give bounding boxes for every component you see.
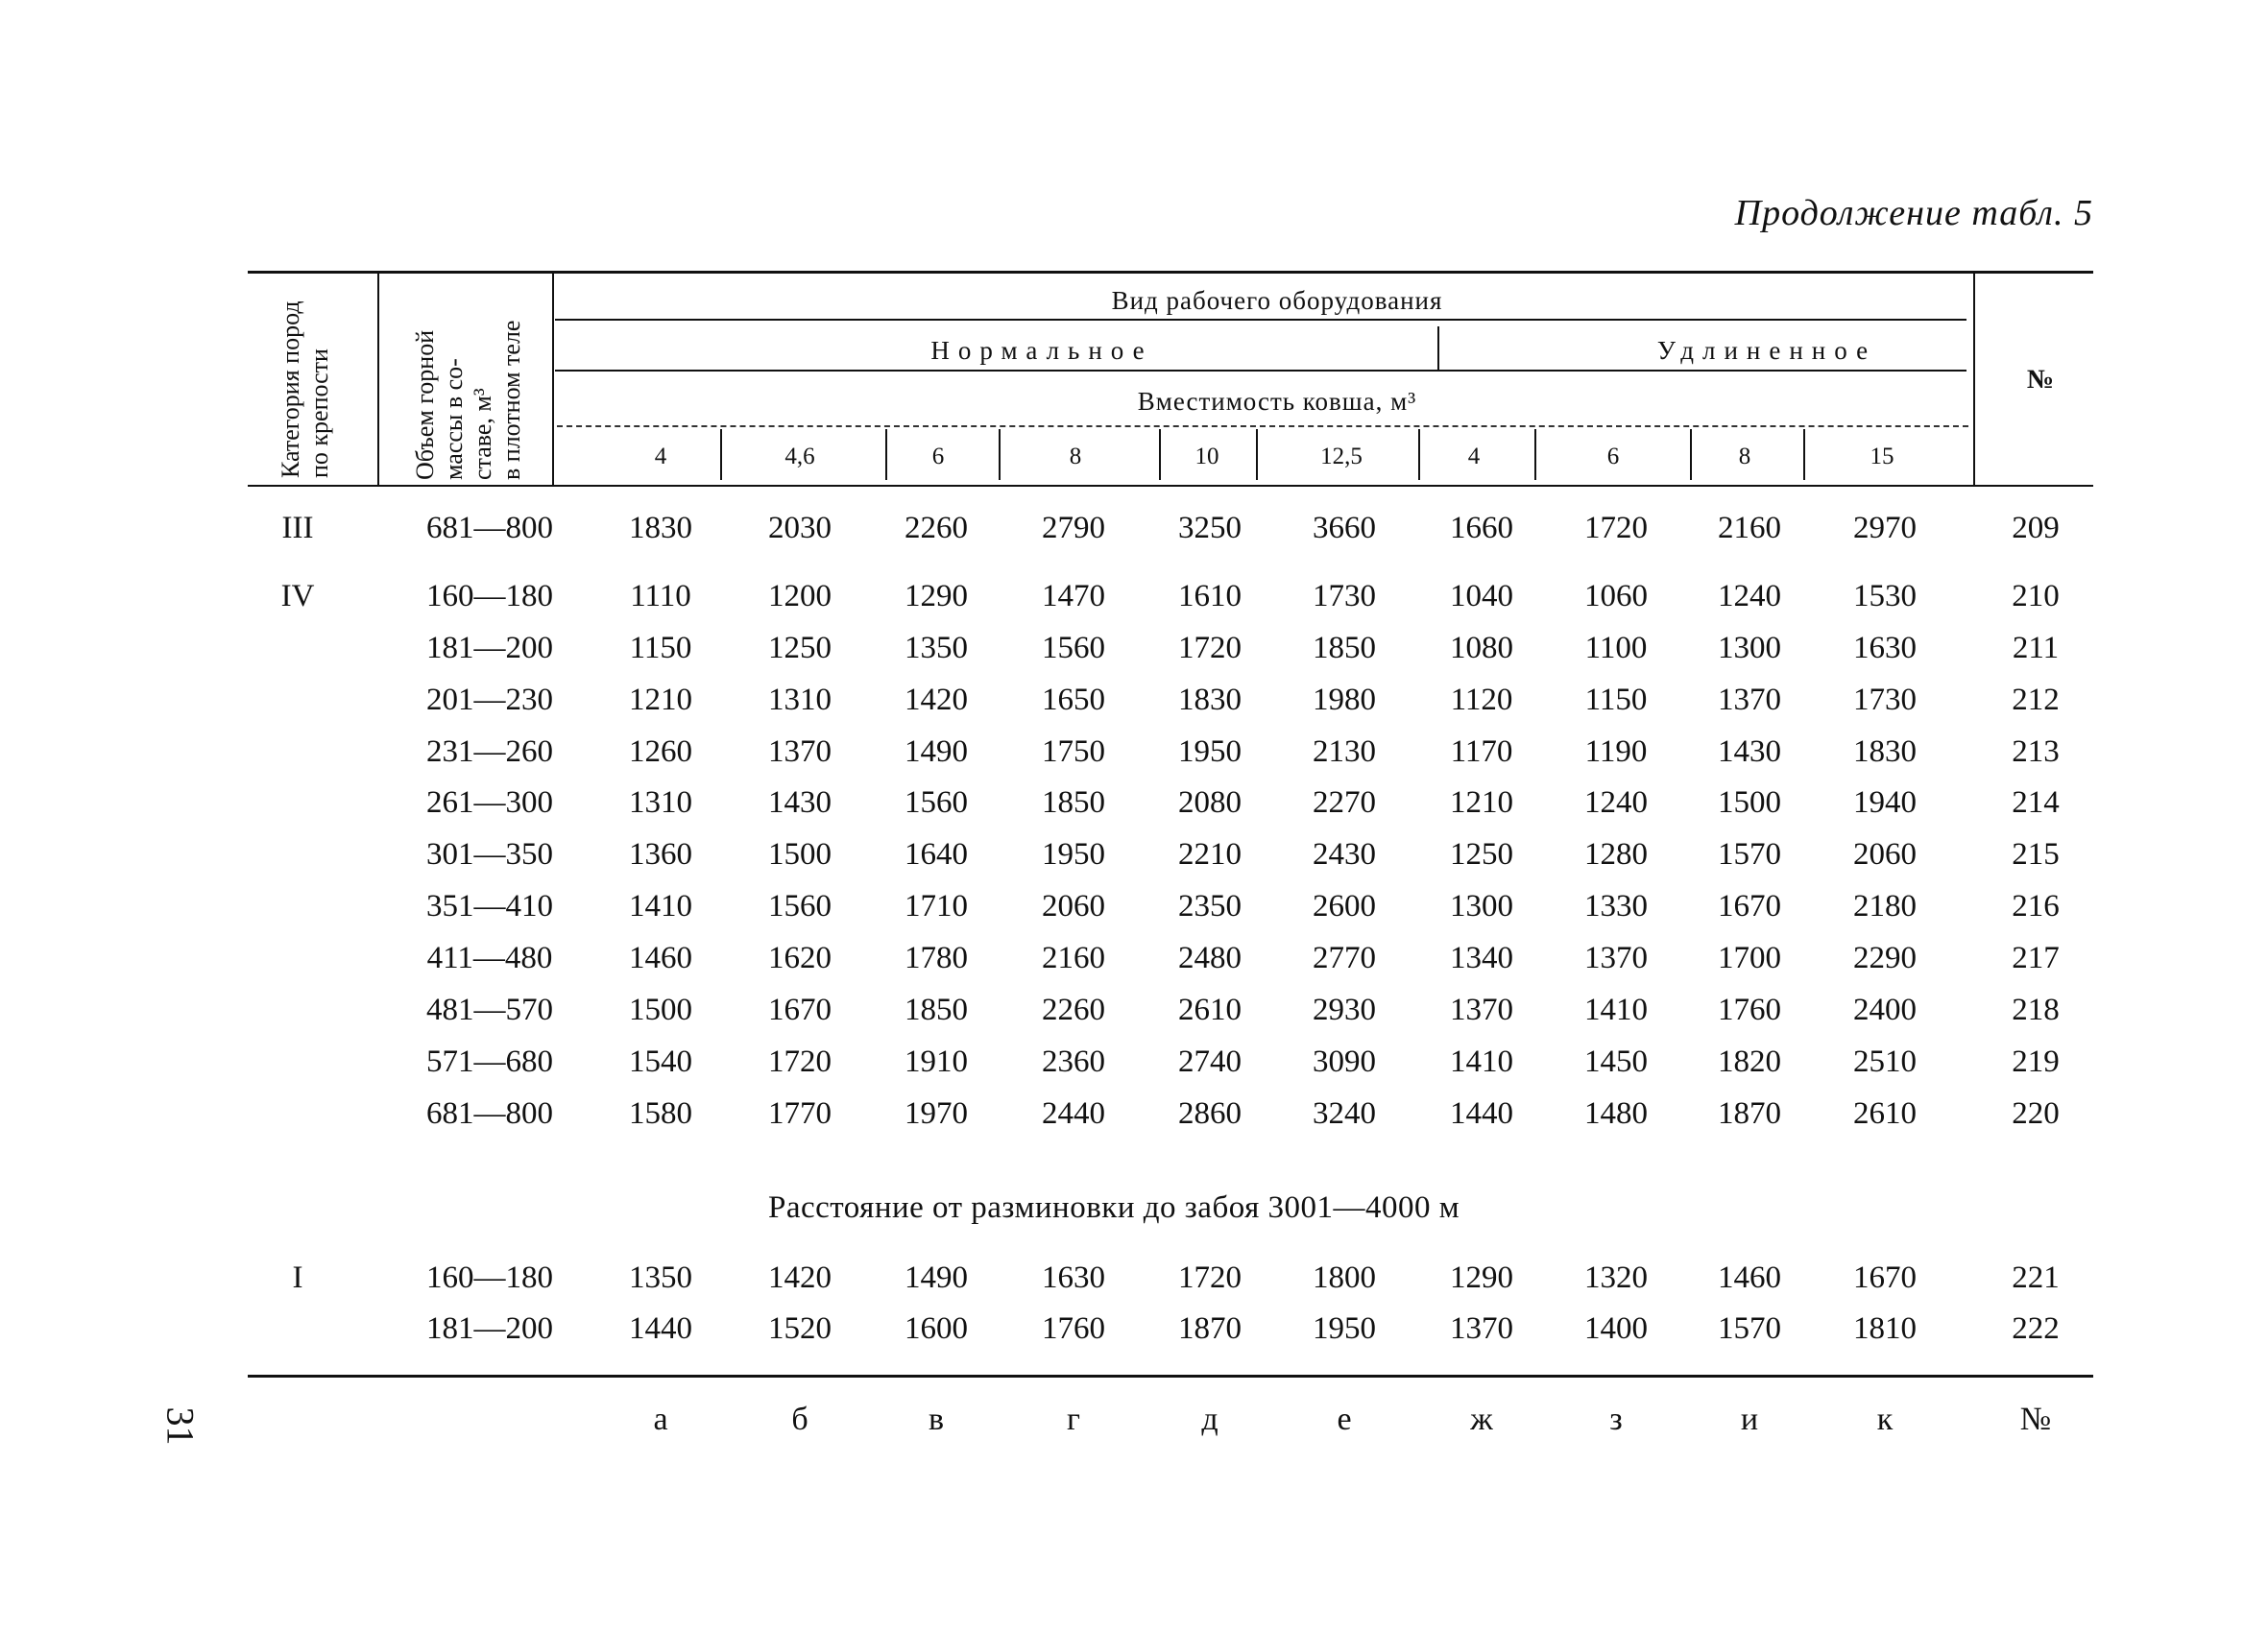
capacity-divider bbox=[1418, 429, 1420, 480]
value-cell: 3240 bbox=[1313, 1096, 1376, 1131]
header-divider bbox=[552, 271, 554, 485]
table-row bbox=[0, 734, 2268, 782]
value-cell: 1700 bbox=[1718, 941, 1781, 975]
volume-cell: 351—410 bbox=[426, 889, 553, 924]
value-cell: 1850 bbox=[1042, 785, 1105, 820]
page-number: 31 bbox=[158, 1406, 203, 1446]
column-letter: г bbox=[1067, 1402, 1080, 1437]
value-cell: 1460 bbox=[1718, 1260, 1781, 1295]
value-cell: 1730 bbox=[1313, 579, 1376, 613]
value-cell: 1660 bbox=[1450, 511, 1513, 545]
value-cell: 2160 bbox=[1718, 511, 1781, 545]
value-cell: 1670 bbox=[768, 993, 832, 1027]
table-row bbox=[0, 941, 2268, 989]
header-divider bbox=[377, 271, 379, 485]
value-cell: 2060 bbox=[1042, 889, 1105, 924]
value-cell: 1300 bbox=[1718, 631, 1781, 665]
header-dashed-rule bbox=[557, 425, 1968, 427]
table-row bbox=[0, 785, 2268, 833]
value-cell: 2930 bbox=[1313, 993, 1376, 1027]
value-cell: 1150 bbox=[1584, 683, 1648, 717]
value-cell: 1940 bbox=[1853, 785, 1917, 820]
value-cell: 1430 bbox=[768, 785, 832, 820]
value-cell: 1440 bbox=[1450, 1096, 1513, 1131]
value-cell: 1410 bbox=[629, 889, 692, 924]
value-cell: 1500 bbox=[629, 993, 692, 1027]
value-cell: 1560 bbox=[1042, 631, 1105, 665]
header-subrule bbox=[555, 319, 1966, 321]
value-cell: 1100 bbox=[1584, 631, 1648, 665]
equipment-type-heading: Вид рабочего оборудования bbox=[1111, 286, 1443, 315]
value-cell: 2290 bbox=[1853, 941, 1917, 975]
category-column-heading: Категория пород по крепости bbox=[277, 300, 333, 478]
table-row bbox=[0, 837, 2268, 885]
table-row bbox=[0, 993, 2268, 1041]
value-cell: 2160 bbox=[1042, 941, 1105, 975]
capacity-heading: 4 bbox=[654, 444, 667, 469]
value-cell: 1350 bbox=[629, 1260, 692, 1295]
value-cell: 1370 bbox=[768, 734, 832, 769]
value-cell: 1340 bbox=[1450, 941, 1513, 975]
table-row bbox=[0, 1311, 2268, 1359]
column-letter: № bbox=[2019, 1402, 2052, 1437]
section-title: Расстояние от разминовки до забоя 3001—4000 м bbox=[768, 1190, 1460, 1225]
column-letter: з bbox=[1609, 1402, 1623, 1437]
capacity-heading: 12,5 bbox=[1320, 444, 1363, 469]
value-cell: 1120 bbox=[1450, 683, 1513, 717]
value-cell: 2610 bbox=[1178, 993, 1242, 1027]
capacity-heading: 8 bbox=[1738, 444, 1751, 469]
value-cell: 1450 bbox=[1584, 1044, 1648, 1079]
volume-cell: 201—230 bbox=[426, 683, 553, 717]
number-column-heading: № bbox=[2026, 365, 2055, 395]
value-cell: 2430 bbox=[1313, 837, 1376, 872]
volume-cell: 231—260 bbox=[426, 734, 553, 769]
value-cell: 1830 bbox=[1853, 734, 1917, 769]
category-cell: III bbox=[281, 511, 314, 545]
volume-cell: 681—800 bbox=[426, 1096, 553, 1131]
volume-cell: 160—180 bbox=[426, 1260, 553, 1295]
capacity-heading: 8 bbox=[1069, 444, 1082, 469]
value-cell: 1980 bbox=[1313, 683, 1376, 717]
header-divider bbox=[1973, 271, 1975, 485]
value-cell: 1190 bbox=[1584, 734, 1648, 769]
value-cell: 2440 bbox=[1042, 1096, 1105, 1131]
value-cell: 1610 bbox=[1178, 579, 1242, 613]
value-cell: 1080 bbox=[1450, 631, 1513, 665]
value-cell: 1370 bbox=[1584, 941, 1648, 975]
value-cell: 2350 bbox=[1178, 889, 1242, 924]
column-letter: а bbox=[653, 1402, 668, 1437]
value-cell: 1770 bbox=[768, 1096, 832, 1131]
row-number-cell: 214 bbox=[2012, 785, 2060, 820]
value-cell: 1060 bbox=[1584, 579, 1648, 613]
value-cell: 2260 bbox=[1042, 993, 1105, 1027]
volume-cell: 481—570 bbox=[426, 993, 553, 1027]
capacity-heading: 4 bbox=[1467, 444, 1481, 469]
value-cell: 1240 bbox=[1584, 785, 1648, 820]
value-cell: 1210 bbox=[1450, 785, 1513, 820]
row-number-cell: 221 bbox=[2012, 1260, 2060, 1295]
capacity-divider bbox=[1159, 429, 1161, 480]
value-cell: 1950 bbox=[1042, 837, 1105, 872]
value-cell: 1310 bbox=[629, 785, 692, 820]
volume-cell: 181—200 bbox=[426, 631, 553, 665]
volume-cell: 571—680 bbox=[426, 1044, 553, 1079]
value-cell: 1200 bbox=[768, 579, 832, 613]
capacity-heading: 4,6 bbox=[784, 444, 815, 469]
value-cell: 2180 bbox=[1853, 889, 1917, 924]
value-cell: 1150 bbox=[629, 631, 692, 665]
value-cell: 1830 bbox=[1178, 683, 1242, 717]
value-cell: 1800 bbox=[1313, 1260, 1376, 1295]
row-number-cell: 213 bbox=[2012, 734, 2060, 769]
table-top-rule bbox=[248, 271, 2093, 274]
value-cell: 1650 bbox=[1042, 683, 1105, 717]
value-cell: 3660 bbox=[1313, 511, 1376, 545]
value-cell: 1810 bbox=[1853, 1311, 1917, 1346]
table-row bbox=[0, 1044, 2268, 1092]
value-cell: 2480 bbox=[1178, 941, 1242, 975]
header-divider bbox=[1437, 326, 1439, 370]
capacity-divider bbox=[885, 429, 887, 480]
value-cell: 1670 bbox=[1718, 889, 1781, 924]
value-cell: 1420 bbox=[905, 683, 968, 717]
volume-column-heading: Объем горной массы в со- ставе, м³ в плотном теле bbox=[411, 320, 525, 480]
value-cell: 1260 bbox=[629, 734, 692, 769]
value-cell: 2740 bbox=[1178, 1044, 1242, 1079]
value-cell: 1360 bbox=[629, 837, 692, 872]
table-row bbox=[0, 1260, 2268, 1308]
value-cell: 2860 bbox=[1178, 1096, 1242, 1131]
value-cell: 1570 bbox=[1718, 837, 1781, 872]
value-cell: 1540 bbox=[629, 1044, 692, 1079]
value-cell: 1760 bbox=[1042, 1311, 1105, 1346]
volume-cell: 301—350 bbox=[426, 837, 553, 872]
row-number-cell: 216 bbox=[2012, 889, 2060, 924]
value-cell: 1720 bbox=[768, 1044, 832, 1079]
value-cell: 1370 bbox=[1450, 993, 1513, 1027]
capacity-divider bbox=[1690, 429, 1692, 480]
value-cell: 1420 bbox=[768, 1260, 832, 1295]
value-cell: 2770 bbox=[1313, 941, 1376, 975]
value-cell: 2080 bbox=[1178, 785, 1242, 820]
category-cell: IV bbox=[280, 579, 315, 613]
column-letter: и bbox=[1740, 1402, 1759, 1437]
value-cell: 1370 bbox=[1718, 683, 1781, 717]
value-cell: 2510 bbox=[1853, 1044, 1917, 1079]
value-cell: 1430 bbox=[1718, 734, 1781, 769]
value-cell: 1250 bbox=[768, 631, 832, 665]
table-row bbox=[0, 631, 2268, 679]
value-cell: 1320 bbox=[1584, 1260, 1648, 1295]
row-number-cell: 209 bbox=[2012, 511, 2060, 545]
value-cell: 2130 bbox=[1313, 734, 1376, 769]
value-cell: 1870 bbox=[1718, 1096, 1781, 1131]
capacity-heading: 6 bbox=[1606, 444, 1620, 469]
value-cell: 1870 bbox=[1178, 1311, 1242, 1346]
value-cell: 1640 bbox=[905, 837, 968, 872]
value-cell: 1630 bbox=[1853, 631, 1917, 665]
extended-heading: Удлиненное bbox=[1656, 336, 1877, 365]
row-number-cell: 211 bbox=[2012, 631, 2060, 665]
value-cell: 2060 bbox=[1853, 837, 1917, 872]
value-cell: 1500 bbox=[1718, 785, 1781, 820]
value-cell: 1530 bbox=[1853, 579, 1917, 613]
column-letter: е bbox=[1337, 1402, 1352, 1437]
table-bottom-rule bbox=[248, 1375, 2093, 1378]
value-cell: 1490 bbox=[905, 734, 968, 769]
value-cell: 1780 bbox=[905, 941, 968, 975]
value-cell: 1370 bbox=[1450, 1311, 1513, 1346]
value-cell: 1830 bbox=[629, 511, 692, 545]
value-cell: 2030 bbox=[768, 511, 832, 545]
column-letter: к bbox=[1876, 1402, 1894, 1437]
value-cell: 1600 bbox=[905, 1311, 968, 1346]
row-number-cell: 215 bbox=[2012, 837, 2060, 872]
value-cell: 1630 bbox=[1042, 1260, 1105, 1295]
header-subrule bbox=[555, 370, 1966, 372]
value-cell: 1460 bbox=[629, 941, 692, 975]
value-cell: 1250 bbox=[1450, 837, 1513, 872]
row-number-cell: 219 bbox=[2012, 1044, 2060, 1079]
value-cell: 1480 bbox=[1584, 1096, 1648, 1131]
value-cell: 1950 bbox=[1178, 734, 1242, 769]
table-row bbox=[0, 889, 2268, 937]
table-caption: Продолжение табл. 5 bbox=[1734, 193, 2093, 233]
value-cell: 1240 bbox=[1718, 579, 1781, 613]
volume-cell: 261—300 bbox=[426, 785, 553, 820]
value-cell: 2210 bbox=[1178, 837, 1242, 872]
value-cell: 1720 bbox=[1178, 1260, 1242, 1295]
value-cell: 1730 bbox=[1853, 683, 1917, 717]
volume-cell: 411—480 bbox=[426, 941, 553, 975]
value-cell: 2270 bbox=[1313, 785, 1376, 820]
value-cell: 2260 bbox=[905, 511, 968, 545]
value-cell: 1440 bbox=[629, 1311, 692, 1346]
row-number-cell: 222 bbox=[2012, 1311, 2060, 1346]
table-row bbox=[0, 1096, 2268, 1144]
value-cell: 1710 bbox=[905, 889, 968, 924]
row-number-cell: 212 bbox=[2012, 683, 2060, 717]
row-number-cell: 210 bbox=[2012, 579, 2060, 613]
row-number-cell: 217 bbox=[2012, 941, 2060, 975]
column-letter: б bbox=[791, 1402, 808, 1437]
value-cell: 1910 bbox=[905, 1044, 968, 1079]
value-cell: 1970 bbox=[905, 1096, 968, 1131]
value-cell: 1330 bbox=[1584, 889, 1648, 924]
volume-cell: 160—180 bbox=[426, 579, 553, 613]
table-row bbox=[0, 683, 2268, 731]
table-header-bottom-rule bbox=[248, 485, 2093, 487]
category-cell: I bbox=[292, 1260, 303, 1295]
value-cell: 1560 bbox=[768, 889, 832, 924]
value-cell: 2790 bbox=[1042, 511, 1105, 545]
bucket-capacity-heading: Вместимость ковша, м³ bbox=[1137, 387, 1417, 416]
value-cell: 1400 bbox=[1584, 1311, 1648, 1346]
value-cell: 1520 bbox=[768, 1311, 832, 1346]
value-cell: 1040 bbox=[1450, 579, 1513, 613]
capacity-heading: 6 bbox=[931, 444, 945, 469]
value-cell: 1110 bbox=[630, 579, 691, 613]
value-cell: 1850 bbox=[1313, 631, 1376, 665]
capacity-divider bbox=[720, 429, 722, 480]
value-cell: 1290 bbox=[1450, 1260, 1513, 1295]
value-cell: 1580 bbox=[629, 1096, 692, 1131]
capacity-heading: 15 bbox=[1870, 444, 1894, 469]
capacity-divider bbox=[1256, 429, 1258, 480]
capacity-divider bbox=[999, 429, 1001, 480]
value-cell: 1500 bbox=[768, 837, 832, 872]
row-number-cell: 220 bbox=[2012, 1096, 2060, 1131]
column-letter: в bbox=[928, 1402, 945, 1437]
value-cell: 1170 bbox=[1450, 734, 1513, 769]
value-cell: 1820 bbox=[1718, 1044, 1781, 1079]
value-cell: 2360 bbox=[1042, 1044, 1105, 1079]
value-cell: 2600 bbox=[1313, 889, 1376, 924]
value-cell: 1720 bbox=[1178, 631, 1242, 665]
value-cell: 1310 bbox=[768, 683, 832, 717]
value-cell: 1620 bbox=[768, 941, 832, 975]
value-cell: 1300 bbox=[1450, 889, 1513, 924]
value-cell: 1280 bbox=[1584, 837, 1648, 872]
column-letter: ж bbox=[1470, 1402, 1493, 1437]
table-row bbox=[0, 511, 2268, 559]
value-cell: 1950 bbox=[1313, 1311, 1376, 1346]
value-cell: 1750 bbox=[1042, 734, 1105, 769]
value-cell: 1720 bbox=[1584, 511, 1648, 545]
capacity-divider bbox=[1534, 429, 1536, 480]
capacity-heading: 10 bbox=[1194, 444, 1219, 469]
capacity-divider bbox=[1803, 429, 1805, 480]
value-cell: 2610 bbox=[1853, 1096, 1917, 1131]
value-cell: 1470 bbox=[1042, 579, 1105, 613]
value-cell: 1850 bbox=[905, 993, 968, 1027]
value-cell: 3250 bbox=[1178, 511, 1242, 545]
value-cell: 2970 bbox=[1853, 511, 1917, 545]
value-cell: 1350 bbox=[905, 631, 968, 665]
value-cell: 1760 bbox=[1718, 993, 1781, 1027]
value-cell: 1410 bbox=[1450, 1044, 1513, 1079]
column-letter: д bbox=[1201, 1402, 1218, 1437]
value-cell: 1210 bbox=[629, 683, 692, 717]
value-cell: 2400 bbox=[1853, 993, 1917, 1027]
value-cell: 1570 bbox=[1718, 1311, 1781, 1346]
value-cell: 1490 bbox=[905, 1260, 968, 1295]
row-number-cell: 218 bbox=[2012, 993, 2060, 1027]
volume-cell: 181—200 bbox=[426, 1311, 553, 1346]
normal-heading: Нормальное bbox=[930, 336, 1153, 365]
value-cell: 1410 bbox=[1584, 993, 1648, 1027]
value-cell: 1670 bbox=[1853, 1260, 1917, 1295]
table-row bbox=[0, 579, 2268, 627]
value-cell: 1290 bbox=[905, 579, 968, 613]
volume-cell: 681—800 bbox=[426, 511, 553, 545]
value-cell: 1560 bbox=[905, 785, 968, 820]
value-cell: 3090 bbox=[1313, 1044, 1376, 1079]
